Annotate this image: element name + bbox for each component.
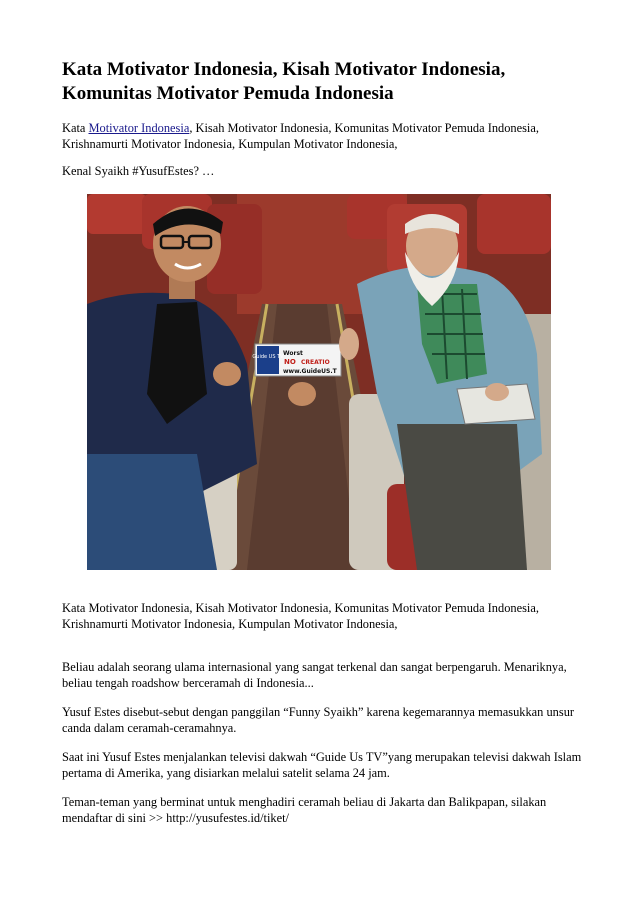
intro-suffix: , Kisah Motivator Indonesia, Komunitas Motivator Pemuda Indonesia, Krishnamurti Motivator Indonesia, Kumpulan Motivator Indonesia,: [62, 121, 539, 151]
paragraph-4: Teman-teman yang berminat untuk menghadiri ceramah beliau di Jakarta dan Balikpapan, silakan mendaftar di sini >> http://yusufestes.id/tiket/: [62, 795, 547, 825]
page-title: Kata Motivator Indonesia, Kisah Motivator Indonesia, Komunitas Motivator Pemuda Indonesia: [62, 59, 506, 104]
intro-prefix: Kata: [62, 121, 89, 135]
article-photo: [87, 194, 551, 570]
photo-caption: Kata Motivator Indonesia, Kisah Motivator Indonesia, Komunitas Motivator Pemuda Indonesia, Krishnamurti Motivator Indonesia, Kumpulan Motivator Indonesia,: [62, 601, 539, 631]
teaser-text: Kenal Syaikh #YusufEstes? …: [62, 164, 215, 178]
paragraph-3: Saat ini Yusuf Estes menjalankan televisi dakwah “Guide Us TV”yang merupakan televisi dakwah Islam pertama di Amerika, yang disiarkan melalui satelit selama 24 jam.: [62, 750, 582, 780]
intro-paragraph: [62, 120, 582, 152]
sign-text-worst: Worst: [283, 350, 303, 357]
motivator-indonesia-link[interactable]: Motivator Indonesia: [88, 121, 190, 135]
paragraph-1: Beliau adalah seorang ulama internasional yang sangat terkenal dan sangat berpengaruh. Menariknya, beliau tengah roadshow berceramah di Indonesia...: [62, 660, 567, 690]
paragraph-2: Yusuf Estes disebut-sebut dengan panggilan “Funny Syaikh” karena kegemarannya memasukkan unsur canda dalam ceramah-ceramahnya.: [62, 705, 575, 735]
sign-text-creation: CREATIO: [301, 359, 330, 366]
sign-logo-text: Guide US TV: [252, 354, 284, 360]
sign-url-text: www.GuideUS.T: [283, 368, 337, 375]
sign-text-no: NO: [284, 358, 296, 366]
